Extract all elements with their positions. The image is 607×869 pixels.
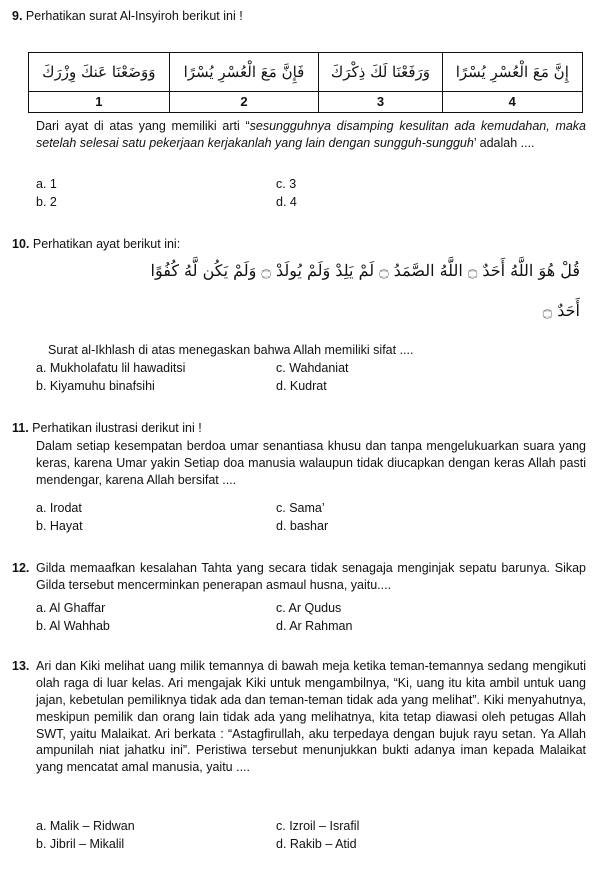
q11-header <box>12 420 202 437</box>
q11-options <box>36 500 576 535</box>
q11-option-a[interactable]: a. Irodat <box>36 501 82 515</box>
q10-options <box>36 360 576 395</box>
q10-option-c[interactable]: c. Wahdaniat <box>276 361 349 375</box>
q11-body: Dalam setiap kesempatan berdoa umar senantiasa khusu dan tanpa mengelukuarkan suara yang keras, karena Umar yakin Setiap doa manusia walaupun tidak diucapkan dengan keras Allah pasti mendengar, karena Allah bersifat .... <box>36 439 586 487</box>
q9-number: 9. <box>12 9 23 23</box>
q9-ayat-1: وَوَضَعْنَا عَنكَ وِزْرَكَ <box>29 53 170 92</box>
q9-col-number-3: 3 <box>319 92 442 113</box>
q13-number: 13. <box>12 659 30 673</box>
q9-option-b[interactable]: b. 2 <box>36 194 57 209</box>
q9-stem: Perhatikan surat Al-Insyiroh berikut ini ! <box>25 9 243 23</box>
q10-ayat-line-2: أَحَدٌ ۝ <box>542 301 580 320</box>
q11-option-b[interactable]: b. Hayat <box>36 518 83 533</box>
q9-question-italic: sesungguhnya disamping kesulitan ada kemudahan, maka setelah selesai satu pekerjaan kerjakanlah yang lain dengan sungguh-sungguh <box>36 119 587 150</box>
q9-ayat-4: إِنَّ مَعَ الْعُسْرِ يُسْرًا <box>442 53 582 92</box>
q13-option-a[interactable]: a. Malik – Ridwan <box>36 819 135 833</box>
q9-col-number-1: 1 <box>29 92 170 113</box>
q12-options <box>36 600 576 635</box>
q11-number: 11. <box>12 421 29 435</box>
q9-ayat-2: فَإِنَّ مَعَ الْعُسْرِ يُسْرًا <box>169 53 319 92</box>
q10-option-d[interactable]: d. Kudrat <box>276 378 327 393</box>
q10-option-a[interactable]: a. Mukholafatu lil hawaditsi <box>36 361 186 375</box>
q11-stem: Perhatikan ilustrasi derikut ini ! <box>32 421 202 435</box>
q12-body: Gilda memaafkan kesalahan Tahta yang secara tidak senagaja menginjak sepatu barunya. Sikap Gilda tersebut mencerminkan penerapan asmaul husna, yaitu.... <box>36 561 586 592</box>
q12-number: 12. <box>12 561 30 575</box>
q10-stem: Perhatikan ayat berikut ini: <box>32 237 181 251</box>
q9-question-post: ’ adalah .... <box>473 135 535 150</box>
q9-option-d[interactable]: d. 4 <box>276 194 297 209</box>
q9-question-pre: Dari ayat di atas yang memiliki arti “ <box>36 119 250 133</box>
q10-header <box>12 236 180 253</box>
q9-option-c[interactable]: c. 3 <box>276 177 297 191</box>
q12-option-c[interactable]: c. Ar Qudus <box>276 601 342 615</box>
q9-question <box>36 118 586 152</box>
q13-header <box>12 658 29 675</box>
q13-option-d[interactable]: d. Rakib – Atid <box>276 836 357 851</box>
q12-option-b[interactable]: b. Al Wahhab <box>36 618 110 633</box>
q13-option-c[interactable]: c. Izroil – Israfil <box>276 819 360 833</box>
q13-body: Ari dan Kiki melihat uang milik temannya di bawah meja ketika teman-temannya sedang mengikuti olah raga di luar kelas. Ari mengajak Kiki untuk mengambilnya, “Ki, uang itu kita ambil untuk uang jajan, kebetulan pemiliknya tidak ada dan teman-teman tidak ada yang melihat”. Kiki menyahutnya, meskipun pemilik dan orang lain tidak ada yang melihatnya, kita tetap diawasi oleh petugas Allah SWT, yaitu Malaikat. Ari berkata : “Astagfirullah, aku terpedaya dengan bujuk rayu setan. Ya Allah ampunilah niat jahatku ini”. Peristiwa tersebut menunjukkan bukti adanya iman kepada Malaikat yang mencatat amal manusia, yaitu .... <box>36 659 586 775</box>
q10-ayat-line-1: قُلْ هُوَ اللَّهُ أَحَدٌ ۝ اللَّهُ الصَّمَدُ ۝ لَمْ يَلِدْ وَلَمْ يُولَدْ ۝ وَلَمْ يَكُن لَّهُ كُفُوًا <box>150 261 580 280</box>
q13-option-b[interactable]: b. Jibril – Mikalil <box>36 836 125 851</box>
q13-options <box>36 818 576 853</box>
q9-option-a[interactable]: a. 1 <box>36 177 57 191</box>
q9-ayat-3: وَرَفَعْنَا لَكَ ذِكْرَكَ <box>319 53 442 92</box>
q9-ayat-table <box>28 52 583 113</box>
q10-number: 10. <box>12 237 30 251</box>
q12-option-d[interactable]: d. Ar Rahman <box>276 618 353 633</box>
q11-option-c[interactable]: c. Sama’ <box>276 501 325 515</box>
q9-col-number-2: 2 <box>169 92 319 113</box>
q10-question: Surat al-Ikhlash di atas menegaskan bahwa Allah memiliki sifat .... <box>48 343 414 357</box>
q12-option-a[interactable]: a. Al Ghaffar <box>36 601 106 615</box>
q9-header <box>12 8 243 25</box>
q10-option-b[interactable]: b. Kiyamuhu binafsihi <box>36 378 155 393</box>
q11-option-d[interactable]: d. bashar <box>276 518 329 533</box>
q9-options <box>36 176 576 211</box>
q9-col-number-4: 4 <box>442 92 582 113</box>
